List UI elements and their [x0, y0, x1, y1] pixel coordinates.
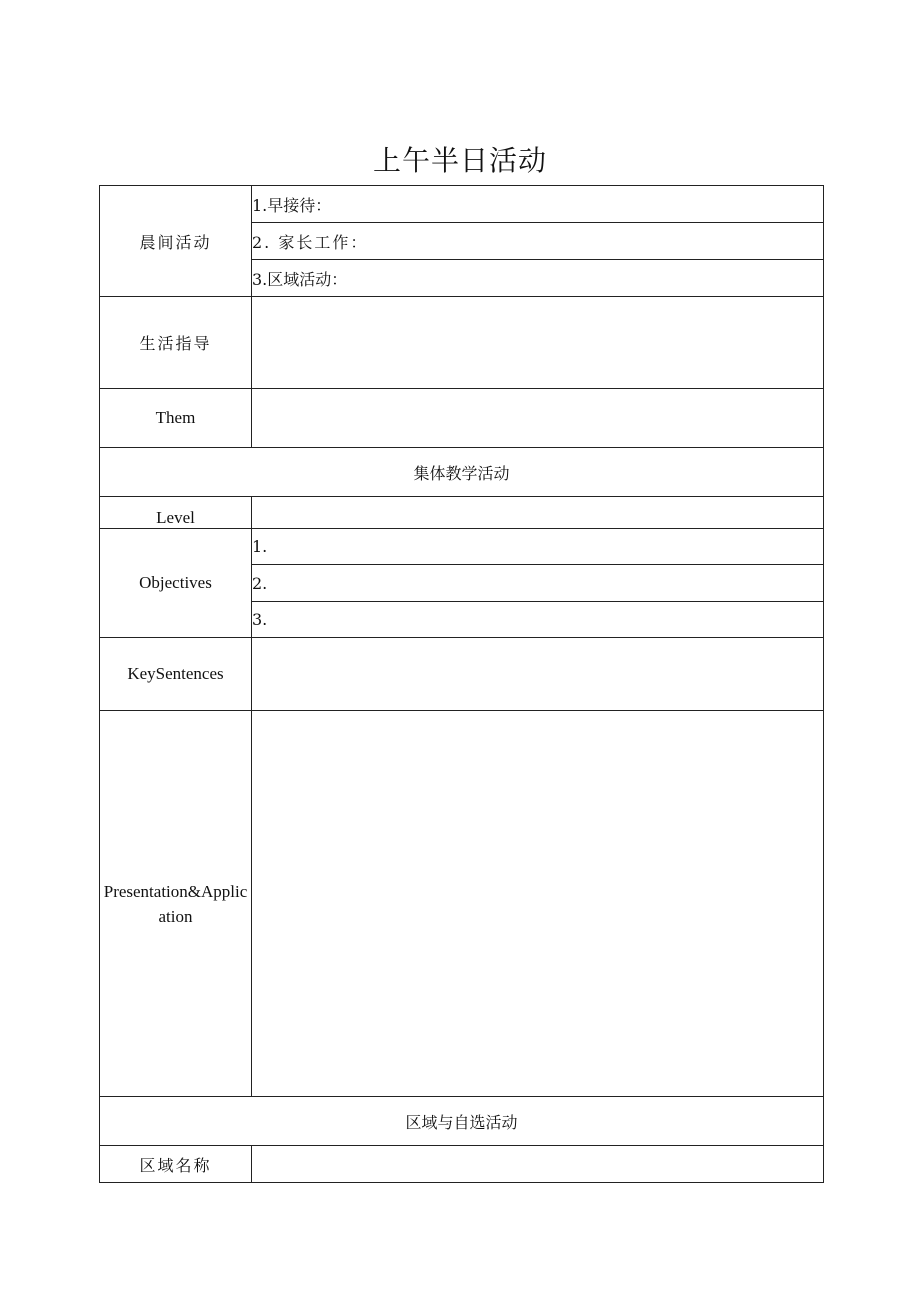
area-activities-header: 区域与自选活动 — [100, 1097, 824, 1146]
objective-item-2[interactable]: 2. — [252, 565, 824, 602]
morning-activity-label: 晨间活动 — [100, 186, 252, 297]
theme-label: Them — [100, 389, 252, 448]
theme-row — [100, 389, 824, 448]
key-sentences-field[interactable] — [252, 638, 824, 711]
group-teaching-header: 集体教学活动 — [100, 448, 824, 497]
life-guidance-label: 生活指导 — [100, 297, 252, 389]
area-name-field[interactable] — [252, 1146, 824, 1183]
life-guidance-row — [100, 297, 824, 389]
key-sentences-label: KeySentences — [100, 638, 252, 711]
activity-form — [99, 185, 824, 1183]
morning-row-1 — [100, 186, 824, 223]
area-name-label: 区域名称 — [100, 1146, 252, 1183]
objectives-row-1 — [100, 529, 824, 565]
morning-item-parent-work[interactable]: 2. 家长工作： — [252, 223, 824, 260]
presentation-row — [100, 711, 824, 1097]
morning-item-reception[interactable]: 1.早接待： — [252, 186, 824, 223]
life-guidance-field[interactable] — [252, 297, 824, 389]
group-teaching-header-row — [100, 448, 824, 497]
objective-item-3[interactable]: 3. — [252, 602, 824, 638]
presentation-field[interactable] — [252, 711, 824, 1097]
objective-item-1[interactable]: 1. — [252, 529, 824, 565]
presentation-label: Presentation&Application — [100, 711, 252, 1097]
theme-field[interactable] — [252, 389, 824, 448]
level-field[interactable] — [252, 497, 824, 529]
level-row — [100, 497, 824, 529]
page-title: 上午半日活动 — [372, 144, 547, 177]
key-sentences-row — [100, 638, 824, 711]
area-name-row — [100, 1146, 824, 1183]
level-label: Level — [100, 497, 252, 529]
area-activities-header-row — [100, 1097, 824, 1146]
morning-item-area-activity[interactable]: 3.区域活动： — [252, 260, 824, 297]
objectives-label: Objectives — [100, 529, 252, 638]
